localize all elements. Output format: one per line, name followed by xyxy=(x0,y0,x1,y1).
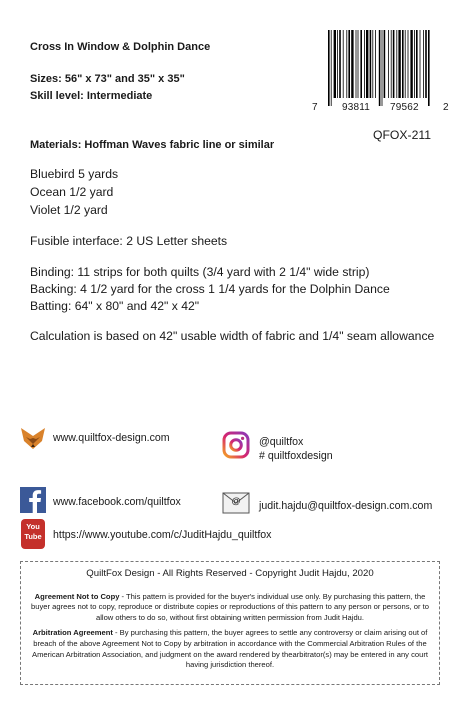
website-link[interactable]: www.quiltfox-design.com xyxy=(53,432,170,444)
product-code: QFOX-211 xyxy=(373,128,432,142)
barcode-digit-left: 7 xyxy=(312,102,318,113)
barcode-digit-right: 2 xyxy=(443,102,449,113)
binding-text: Binding: 11 strips for both quilts (3/4 yard with 2 1/4" wide strip) xyxy=(30,265,370,279)
materials-heading: Materials: Hoffman Waves fabric line or similar xyxy=(30,139,275,151)
arbitration-paragraph xyxy=(31,628,429,670)
email-icon[interactable] xyxy=(222,492,250,514)
barcode-bar xyxy=(423,30,424,98)
barcode-bar xyxy=(405,30,406,98)
agreement-title: Agreement Not to Copy xyxy=(34,591,120,601)
barcode-bar xyxy=(428,30,430,106)
barcode-bar xyxy=(346,30,347,98)
barcode-bar xyxy=(402,30,404,98)
youtube-icon[interactable] xyxy=(21,519,45,549)
instagram-icon[interactable] xyxy=(222,431,250,459)
barcode-bar xyxy=(360,30,362,98)
facebook-link[interactable]: www.facebook.com/quiltfox xyxy=(53,496,181,508)
barcode-bar xyxy=(379,30,381,106)
barcode-digits-group1: 93811 xyxy=(342,102,371,113)
calculation-text: Calculation is based on 42" usable width of fabric and 1/4" seam allowance xyxy=(30,329,435,343)
batting-text: Batting: 64" x 80" and 42" x 42" xyxy=(30,299,200,313)
legal-notice-box xyxy=(20,561,440,685)
barcode-bar xyxy=(393,30,395,98)
fabric-item: Bluebird 5 yards xyxy=(30,167,119,181)
barcode-bar xyxy=(384,30,386,98)
barcode-bar xyxy=(356,30,357,98)
barcode-bar xyxy=(343,30,344,98)
instagram-handle[interactable]: @quiltfox xyxy=(259,436,304,448)
fabric-item: Violet 1/2 yard xyxy=(30,203,108,217)
agreement-paragraph xyxy=(31,592,429,624)
backing-text: Backing: 4 1/2 yard for the cross 1 1/4 yards for the Dolphin Dance xyxy=(30,282,390,296)
barcode xyxy=(312,30,449,118)
barcode-bar xyxy=(420,30,421,98)
barcode-bar xyxy=(370,30,372,98)
copyright-line: QuiltFox Design - All Rights Reserved - Copyright Judit Hajdu, 2020 xyxy=(86,568,374,579)
fabric-item: Ocean 1/2 yard xyxy=(30,185,114,199)
youtube-link[interactable]: https://www.youtube.com/c/JuditHajdu_quiltfox xyxy=(53,529,272,541)
fox-logo-icon xyxy=(20,425,46,451)
barcode-bar xyxy=(391,30,392,98)
barcode-bar xyxy=(408,30,409,98)
barcode-digits-group2: 79562 xyxy=(390,102,419,113)
barcode-bars xyxy=(328,30,438,106)
barcode-bar xyxy=(425,30,427,98)
facebook-icon[interactable] xyxy=(20,487,46,513)
barcode-bar xyxy=(334,30,336,98)
fusible-text: Fusible interface: 2 US Letter sheets xyxy=(30,234,228,248)
agreement-text: - This pattern is provided for the buyer's individual use only. By purchasing this pattern, the buyer agrees not to copy, reproduce or distribute copies or reproductions of this pattern to any person or persons, or to allow others to do so, without first obtaining written permission from Judit Hajdu. xyxy=(31,591,429,622)
barcode-bar xyxy=(366,30,368,98)
barcode-bar xyxy=(351,30,353,98)
barcode-bar xyxy=(337,30,338,98)
barcode-bar xyxy=(410,30,412,98)
barcode-bar xyxy=(331,30,332,106)
email-icon-at: @ xyxy=(231,496,241,506)
barcode-bar xyxy=(382,30,383,106)
barcode-bar xyxy=(339,30,341,98)
instagram-hashtag: # quiltfoxdesign xyxy=(259,450,333,462)
barcode-bar xyxy=(375,30,376,98)
email-link[interactable]: judit.hajdu@quiltfox-design.com.com xyxy=(259,500,433,512)
barcode-bar xyxy=(414,30,415,98)
skill-level-text: Skill level: Intermediate xyxy=(30,90,153,102)
arbitration-title: Arbitration Agreement xyxy=(32,628,113,638)
arbitration-text: - By purchasing this pattern, the buyer agrees to settle any controversy or claim arising out of breach of the above Agreement Not to Copy by arbitration in accordance with the Commercial Arbitration Rules of the American Arbitration Association, and judgment on the award rendered by thearbitrator(s) may be entered in any court having jurisdiction thereof. xyxy=(32,628,428,670)
barcode-bar xyxy=(364,30,365,98)
barcode-bar xyxy=(388,30,389,98)
barcode-bar xyxy=(348,30,350,98)
barcode-bar xyxy=(328,30,330,106)
barcode-bar xyxy=(372,30,373,98)
pattern-title: Cross In Window & Dolphin Dance xyxy=(30,41,211,53)
barcode-bar xyxy=(358,30,359,98)
barcode-bar xyxy=(398,30,400,98)
barcode-bar xyxy=(396,30,397,98)
barcode-bar xyxy=(416,30,418,98)
youtube-icon-label: You Tube xyxy=(24,522,42,541)
sizes-text: Sizes: 56" x 73" and 35" x 35" xyxy=(30,73,185,85)
